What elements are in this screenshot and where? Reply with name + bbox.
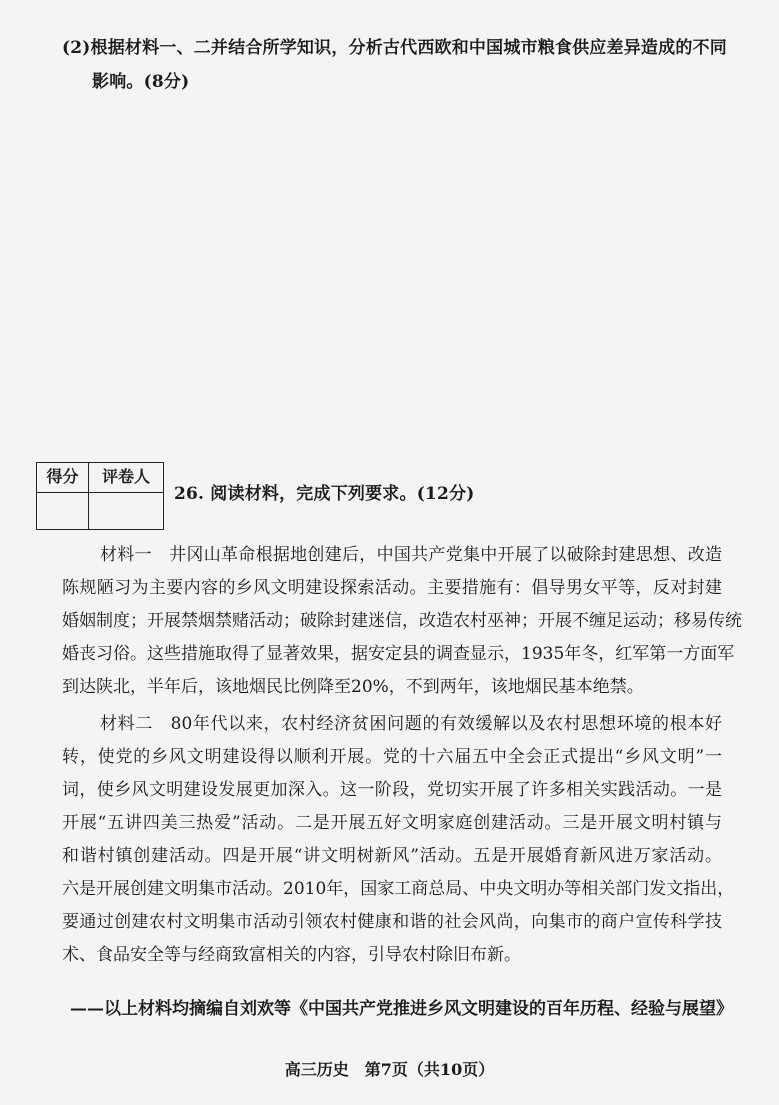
material-2-line: 和谐村镇创建活动。四是开展“讲文明树新风”活动。五是开展婚育新风进万家活动。	[62, 846, 722, 866]
material-2-line: 开展“五讲四美三热爱”活动。二是开展五好文明家庭创建活动。三是开展文明村镇与	[62, 813, 722, 833]
score-label: 得分	[37, 463, 89, 493]
material-2-line: 转，使党的乡风文明建设得以顺利开展。党的十六届五中全会正式提出“乡风文明”一	[62, 747, 722, 767]
page-footer: 高三历史 第7页（共10页）	[284, 1060, 495, 1079]
score-table	[36, 462, 164, 530]
material-1-line: 婚丧习俗。这些措施取得了显著效果，据安定县的调查显示，1935年冬，红军第一方面军	[62, 644, 735, 664]
material-1-line: 婚姻制度；开展禁烟禁赌活动；破除封建迷信，改造农村巫神；开展不缠足运动；移易传统	[62, 611, 742, 631]
material-2-line: 六是开展创建文明集市活动。2010年，国家工商总局、中央文明办等相关部门发文指出，	[62, 879, 735, 899]
material-2-line: 术、食品安全等与经商致富相关的内容，引导农村除旧布新。	[62, 945, 521, 965]
material-1-line: 到达陕北，半年后，该地烟民比例降至20%，不到两年，该地烟民基本绝禁。	[62, 677, 644, 697]
material-2-line: 要通过创建农村文明集市活动引领农村健康和谐的社会风尚，向集市的商户宣传科学技	[62, 912, 722, 932]
material-1-line: 陈规陋习为主要内容的乡风文明建设探索活动。主要措施有：倡导男女平等，反对封建	[62, 578, 722, 598]
question-26-title: 26. 阅读材料，完成下列要求。(12分)	[174, 484, 475, 504]
grader-box	[89, 493, 163, 529]
question-2-line-1: (2)根据材料一、二并结合所学知识，分析古代西欧和中国城市粮食供应差异造成的不同	[62, 38, 727, 58]
score-box	[37, 493, 89, 529]
grader-label: 评卷人	[89, 463, 163, 493]
material-2-line: 材料二 80年代以来，农村经济贫困问题的有效缓解以及农村思想环境的根本好	[100, 714, 722, 734]
material-2-line: 词，使乡风文明建设发展更加深入。这一阶段，党切实开展了许多相关实践活动。一是	[62, 780, 722, 800]
material-source: ——以上材料均摘编自刘欢等《中国共产党推进乡风文明建设的百年历程、经验与展望》	[70, 999, 733, 1019]
material-1-line: 材料一 井冈山革命根据地创建后，中国共产党集中开展了以破除封建思想、改造	[100, 545, 722, 565]
question-2-line-2: 影响。(8分)	[92, 72, 190, 92]
